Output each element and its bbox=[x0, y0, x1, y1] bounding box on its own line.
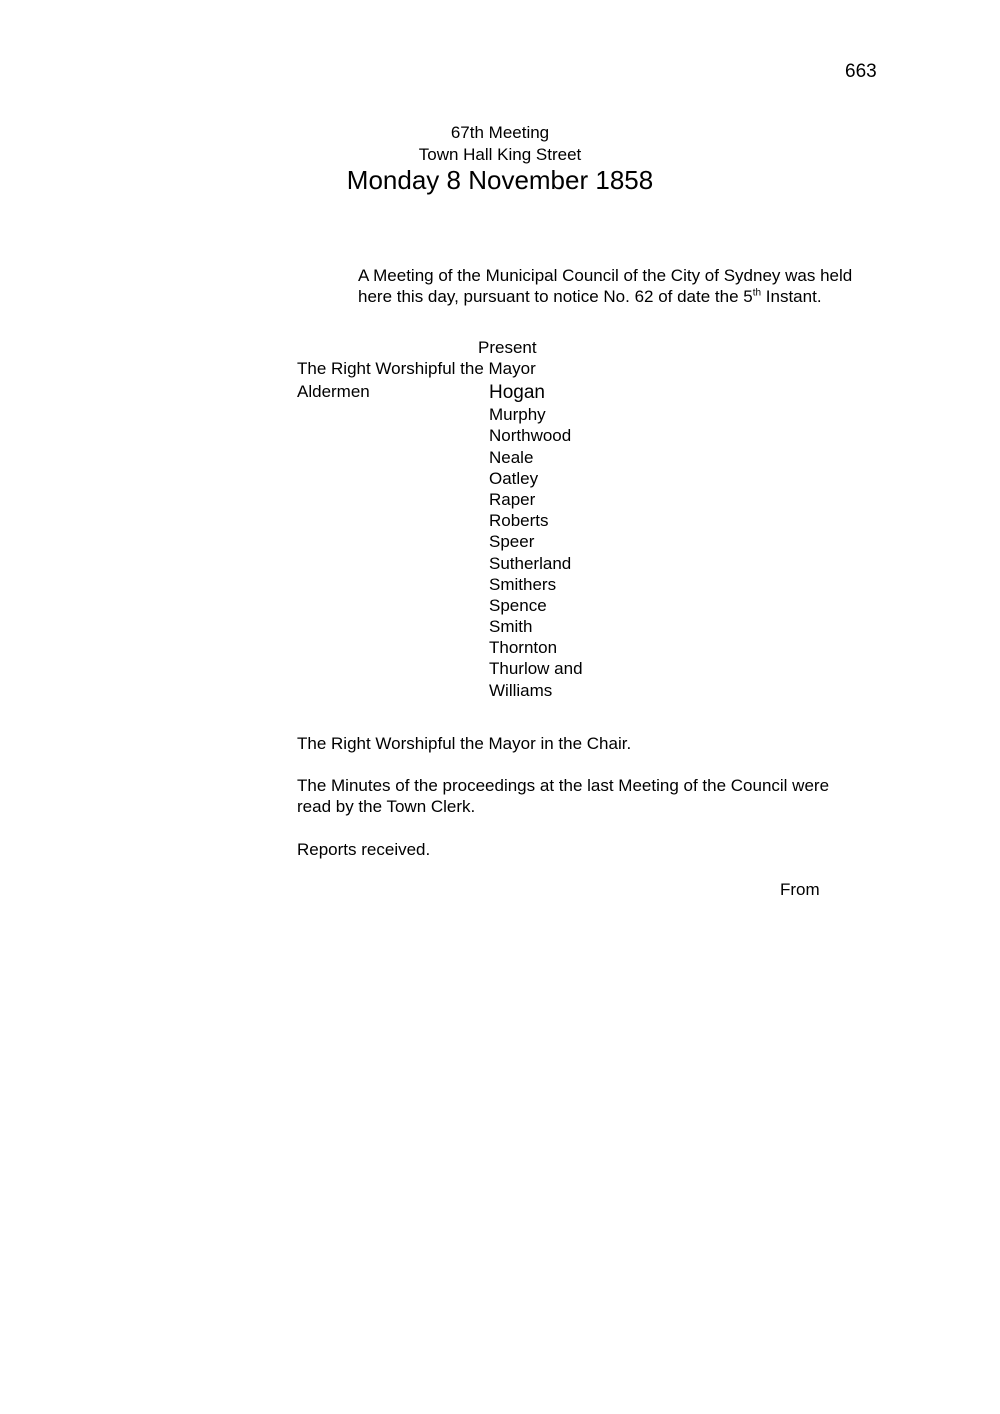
alderman-name: Speer bbox=[489, 532, 535, 552]
intro-line-2 bbox=[358, 286, 852, 307]
alderman-name: Williams bbox=[489, 680, 553, 700]
ordinal-superscript: th bbox=[752, 287, 762, 299]
intro-line-2-text: here this day, pursuant to notice No. 62 of date the 5 bbox=[358, 287, 753, 306]
present-heading: Present bbox=[478, 338, 537, 357]
alderman-name: Sutherland bbox=[489, 553, 572, 573]
intro-line-1: A Meeting of the Municipal Council of the City of Sydney was held bbox=[358, 266, 853, 285]
alderman-name: Thurlow and bbox=[489, 659, 583, 679]
alderman-name: Murphy bbox=[489, 405, 546, 425]
reports-statement: Reports received. bbox=[297, 840, 431, 859]
chair-statement: The Right Worshipful the Mayor in the Chair. bbox=[297, 734, 632, 753]
alderman-name: Oatley bbox=[489, 468, 539, 488]
intro-paragraph bbox=[358, 265, 852, 307]
aldermen-label: Aldermen bbox=[297, 382, 370, 401]
meeting-venue: Town Hall King Street bbox=[418, 145, 582, 164]
alderman-name: Raper bbox=[489, 489, 536, 509]
intro-line-2-end: Instant. bbox=[761, 287, 822, 306]
alderman-name: Thornton bbox=[489, 638, 558, 658]
aldermen-list bbox=[489, 382, 583, 701]
minutes-line-1: The Minutes of the proceedings at the last Meeting of the Council were bbox=[297, 776, 830, 795]
alderman-name: Hogan bbox=[489, 382, 545, 403]
meeting-number: 67th Meeting bbox=[450, 123, 550, 142]
page-number: 663 bbox=[845, 61, 877, 82]
alderman-name: Smithers bbox=[489, 574, 557, 594]
catchword: From bbox=[780, 880, 820, 899]
minutes-paragraph bbox=[297, 775, 829, 817]
alderman-name: Roberts bbox=[489, 511, 549, 531]
meeting-date-heading: Monday 8 November 1858 bbox=[346, 165, 654, 195]
alderman-name: Northwood bbox=[489, 426, 572, 446]
alderman-name: Smith bbox=[489, 617, 533, 637]
mayor-present-line: The Right Worshipful the Mayor bbox=[297, 359, 536, 378]
minutes-line-2: read by the Town Clerk. bbox=[297, 797, 476, 816]
alderman-name: Neale bbox=[489, 447, 534, 467]
alderman-name: Spence bbox=[489, 595, 547, 615]
